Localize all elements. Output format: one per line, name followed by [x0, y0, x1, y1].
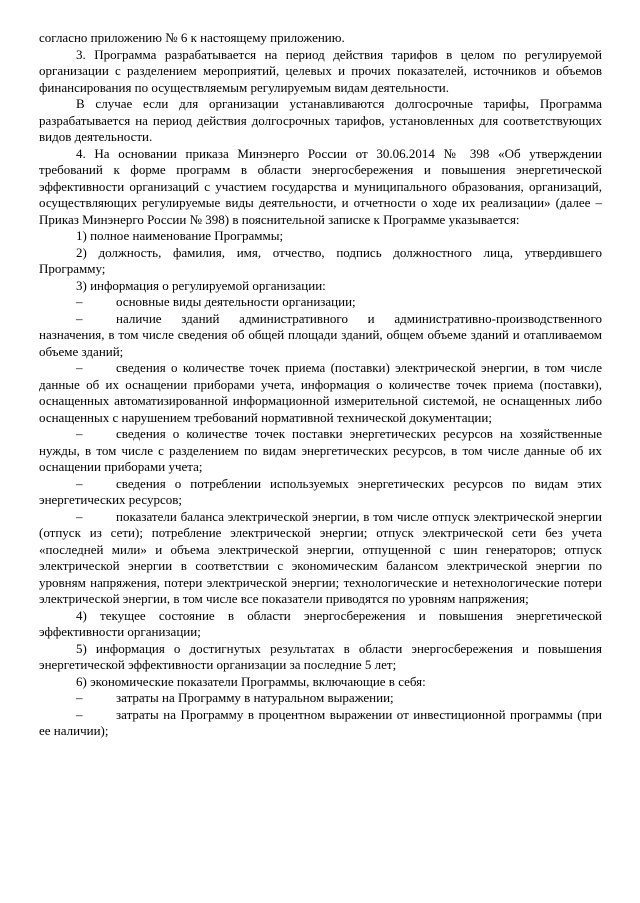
dash-marker: –: [76, 475, 83, 491]
dash-item-consumption: [39, 476, 602, 509]
dash-item-activities: [39, 294, 602, 311]
paragraph-long-term-tariffs: В случае если для организации устанавливаются долгосрочные тарифы, Программа разрабатывается на период действия долгосрочных тарифов, установленных для соответствующих видов деятельности.: [39, 96, 602, 144]
list-item-5: 5) информация о достигнутых результатах в области энергосбережения и повышения энергетической эффективности организации за последние 5 лет;: [39, 640, 602, 672]
dash-item-text: сведения о количестве точек приема (поставки) электрической энергии, в том числе данные об их оснащении приборами учета, информация о количестве точек приема (поставки), оснащенных автоматизированной информационной измерительной системой, не оснащенных либо оснащенных с нарушением требований нормативной технической документации;: [39, 360, 602, 425]
dash-marker: –: [76, 508, 83, 524]
dash-item-electric-points: [39, 360, 602, 426]
list-item-4: 4) текущее состояние в области энергосбережения и повышения энергетической эффективности организации;: [39, 607, 602, 639]
dash-item-text: основные виды деятельности организации;: [116, 294, 356, 309]
dash-marker: –: [76, 310, 83, 326]
dash-marker: –: [76, 690, 83, 705]
dash-marker: –: [76, 360, 83, 375]
dash-item-text: показатели баланса электрической энергии, в том числе отпуск электрической энергии (отпуск из сети); потребление электрической энергии; отпуск электрической сети без учета «последней мили» и объема электрической энергии, отпущенной с шин генераторов; отпуск электрической энергии в соответствии с экономическим балансом электрической энергии по уровням напряжения, потери электрической энергии; технологические и нетехнологические потери электрической энергии, в том числе все показатели приводятся по уровням напряжения;: [39, 508, 602, 606]
paragraph-item-3: 3. Программа разрабатывается на период действия тарифов в целом по регулируемой организации с разделением мероприятий, целевых и прочих показателей, источников и объемов финансирования по осуществляемым регулируемым видам деятельности.: [39, 46, 602, 95]
paragraph-item-4: 4. На основании приказа Минэнерго России от 30.06.2014 № 398 «Об утверждении требований к форме программ в области энергосбережения и повышения энергетической эффективности организаций с участием государства и муниципального образования, организаций, осуществляющих регулируемые виды деятельности, и отчетности о ходе их реализации» (далее – Приказ Минэнерго России № 398) в пояснительной записке к Программе указывается:: [39, 145, 602, 227]
dash-item-text: затраты на Программу в натуральном выражении;: [116, 690, 394, 705]
dash-item-text: сведения о потреблении используемых энергетических ресурсов по видам этих энергетических ресурсов;: [39, 475, 602, 507]
dash-item-percent-costs: [39, 707, 602, 740]
list-item-3: 3) информация о регулируемой организации:: [76, 277, 326, 293]
document-page: [39, 30, 602, 740]
dash-item-text: наличие зданий административного и административно-производственного назначения, в том числе сведения об общей площади зданий, общем объеме зданий и отапливаемом объеме зданий;: [39, 310, 602, 359]
dash-item-balance: [39, 509, 602, 608]
dash-item-text: затраты на Программу в процентном выражении от инвестиционной программы (при ее наличии);: [39, 706, 602, 738]
list-item-2: 2) должность, фамилия, имя, отчество, подпись должностного лица, утвердившего Программу;: [39, 244, 602, 276]
dash-marker: –: [76, 294, 83, 309]
dash-marker: –: [76, 426, 83, 441]
list-item-1: 1) полное наименование Программы;: [76, 228, 284, 243]
dash-marker: –: [76, 706, 83, 722]
list-item-6: 6) экономические показатели Программы, включающие в себя:: [76, 673, 426, 689]
dash-item-supply-points: [39, 426, 602, 476]
dash-item-natural-costs: [39, 690, 602, 707]
dash-item-buildings: [39, 311, 602, 361]
paragraph-continuation: согласно приложению № 6 к настоящему приложению.: [39, 30, 345, 45]
dash-item-text: сведения о количестве точек поставки энергетических ресурсов на хозяйственные нужды, в том числе с разделением по видам энергетических ресурсов, в том числе данные об их оснащении приборами учета;: [39, 426, 602, 474]
